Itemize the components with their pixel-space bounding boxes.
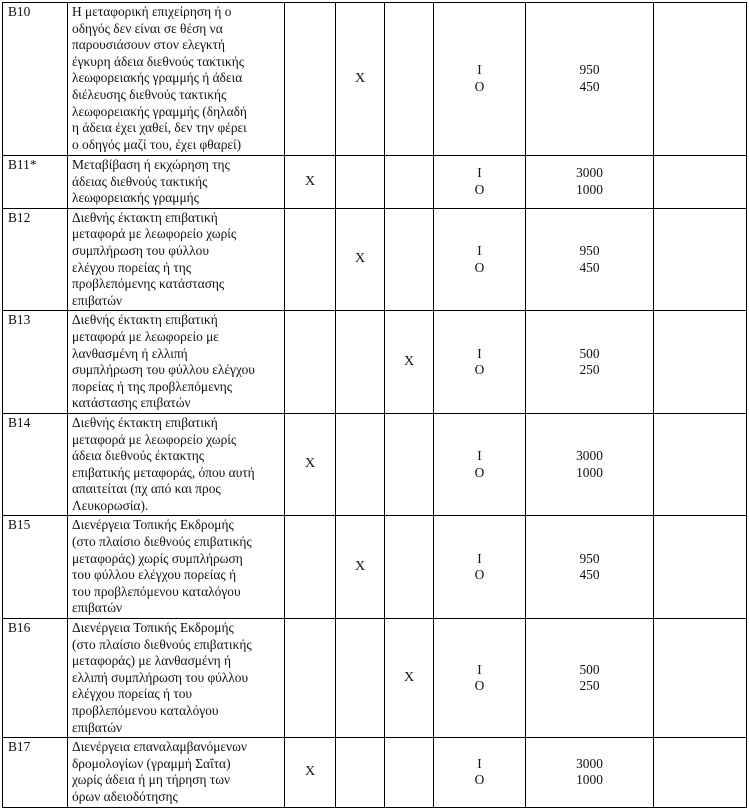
violation-description [68,738,285,807]
description-line: (στο πλαίσιο διεθνούς επιβατικής [72,636,252,652]
description-line: ελέγχου πορείας ή του [72,686,193,702]
description-line: λεωφορειακής γραμμής (δηλαδή [72,103,247,119]
description-line: λανθασμένη ή ελλιπή [72,345,188,361]
table-row [3,738,747,807]
liable-party-codes [434,3,526,156]
liable-party-code: Ι [477,165,482,181]
description-line: Διενέργεια Τοπικής Εκδρομής [72,517,234,533]
liable-party-codes [434,311,526,414]
severity-mark-minor [385,516,434,619]
fine-amount: 3000 [576,755,603,771]
severity-mark-very-serious: X [285,156,336,209]
description-line: διέλευσης διεθνούς τακτικής [72,86,227,102]
extra-column-cell [654,311,747,414]
violation-description [68,3,285,156]
liable-party-codes [434,738,526,807]
description-line: προβλεπόμενης κατάστασης [72,276,225,292]
liable-party-code: Ι [477,661,482,677]
description-line: χωρίς άδεια ή μη τήρηση των [72,772,231,788]
description-line: συμπλήρωση του φύλλου ελέγχου [72,362,255,378]
liable-party-code: Ο [474,79,485,94]
description-line: απαιτείται (πχ από και προς [72,481,221,497]
severity-mark-serious: X [336,516,385,619]
description-line: Μεταβίβαση ή εκχώρηση της [72,157,230,172]
description-line: παρουσιάσουν στον ελεγκτή [72,37,226,53]
fine-amount: 950 [579,550,600,566]
description-line: Η μεταφορική επιχείρηση ή ο [72,4,232,19]
extra-column-cell [654,156,747,209]
description-line: επιβατών [72,600,123,616]
description-line: ελλιπή συμπλήρωση του φύλλου [72,669,249,685]
table-row [3,516,747,619]
description-line: δρομολογίων (γραμμή Σαΐτα) [72,755,231,771]
description-line: μεταφοράς) χωρίς συμπλήρωση [72,550,243,566]
description-line: πορείας ή της προβλεπόμενης [72,378,233,394]
fine-amount: 3000 [576,165,603,181]
fine-amount: 950 [579,62,600,78]
severity-mark-very-serious: X [285,413,336,516]
fine-amount: 3000 [576,448,603,464]
description-line: του προβλεπόμενου καταλόγου [72,583,241,599]
violation-description [68,413,285,516]
table-row [3,619,747,738]
fine-amounts [526,413,654,516]
severity-mark-very-serious [285,3,336,156]
liable-party-codes [434,516,526,619]
violation-code: B10 [3,3,68,156]
description-line: Διενέργεια επαναλαμβανόμενων [72,739,247,755]
description-line: Διεθνής έκτακτη επιβατική [72,312,218,328]
violation-description [68,619,285,738]
severity-mark-minor [385,156,434,209]
extra-column-cell [654,516,747,619]
fine-amount: 1000 [576,772,603,788]
table-row [3,208,747,311]
fine-amount: 450 [579,79,600,94]
description-line: άδεια διεθνούς έκτακτης [72,448,205,464]
severity-mark-serious [336,156,385,209]
extra-column-cell [654,3,747,156]
description-line: του φύλλου ελέγχου πορείας ή [72,567,237,583]
description-line: μεταφορά με λεωφορείο χωρίς [72,226,237,242]
severity-mark-minor [385,413,434,516]
fine-amount: 250 [579,362,600,378]
fine-amounts [526,516,654,619]
description-line: μεταφορά με λεωφορείο χωρίς [72,431,237,447]
fine-amounts [526,619,654,738]
description-line: επιβατών [72,719,123,735]
penalties-table [2,2,747,808]
table-row [3,3,747,156]
severity-mark-serious [336,619,385,738]
violation-code: B15 [3,516,68,619]
description-line: λεωφορειακής γραμμής ή άδεια [72,70,243,86]
description-line: κατάστασης επιβατών [72,395,191,411]
fine-amount: 450 [579,259,600,275]
description-line: μεταφορά με λεωφορείο με [72,328,219,344]
liable-party-code: Ι [477,345,482,361]
liable-party-code: Ι [477,448,482,464]
extra-column-cell [654,619,747,738]
violation-code: B16 [3,619,68,738]
liable-party-codes [434,156,526,209]
fine-amounts [526,311,654,414]
severity-mark-minor [385,3,434,156]
severity-mark-very-serious [285,516,336,619]
fine-amount: 250 [579,678,600,694]
violation-code: B13 [3,311,68,414]
severity-mark-minor [385,208,434,311]
violation-code: B11* [3,156,68,209]
description-line: ο οδηγός μαζί του, έχει φθαρεί) [72,136,242,152]
description-line: οδηγός δεν είναι σε θέση να [72,20,223,36]
description-line: άδειας διεθνούς τακτικής [72,173,208,189]
fine-amount: 500 [579,661,600,677]
severity-mark-minor: X [385,311,434,414]
description-line: Διενέργεια Τοπικής Εκδρομής [72,620,234,636]
violation-description [68,208,285,311]
table-body [3,3,747,808]
severity-mark-very-serious [285,311,336,414]
fine-amount: 450 [579,567,600,583]
description-line: Διεθνής έκτακτη επιβατική [72,414,218,430]
severity-mark-serious: X [336,3,385,156]
fine-amounts [526,738,654,807]
liable-party-code: Ο [474,567,485,583]
fine-amounts [526,156,654,209]
liable-party-code: Ο [474,181,485,197]
severity-mark-serious: X [336,208,385,311]
liable-party-code: Ι [477,755,482,771]
fine-amount: 500 [579,345,600,361]
liable-party-code: Ι [477,242,482,258]
violation-code: B17 [3,738,68,807]
extra-column-cell [654,413,747,516]
description-line: όρων αδειοδότησης [72,788,178,804]
severity-mark-very-serious [285,619,336,738]
extra-column-cell [654,738,747,807]
fine-amount: 1000 [576,181,603,197]
violation-code: B14 [3,413,68,516]
description-line: έγκυρη άδεια διεθνούς τακτικής [72,53,245,69]
description-line: η άδεια έχει χαθεί, δεν την φέρει [72,120,247,136]
extra-column-cell [654,208,747,311]
severity-mark-minor: X [385,619,434,738]
severity-mark-very-serious [285,208,336,311]
description-line: (στο πλαίσιο διεθνούς επιβατικής [72,534,252,550]
liable-party-codes [434,619,526,738]
fine-amount: 1000 [576,464,603,480]
description-line: επιβατών [72,292,123,308]
severity-mark-minor [385,738,434,807]
violation-description [68,311,285,414]
liable-party-codes [434,413,526,516]
description-line: μεταφοράς) με λανθασμένη ή [72,653,232,669]
liable-party-code: Ο [474,464,485,480]
liable-party-code: Ο [474,362,485,378]
severity-mark-serious [336,413,385,516]
description-line: Διεθνής έκτακτη επιβατική [72,209,218,225]
fine-amounts [526,208,654,311]
severity-mark-very-serious: X [285,738,336,807]
violation-code: B12 [3,208,68,311]
table-row [3,413,747,516]
fine-amounts [526,3,654,156]
description-line: προβλεπόμενου καταλόγου [72,703,219,718]
liable-party-codes [434,208,526,311]
violation-description [68,516,285,619]
description-line: λεωφορειακής γραμμής [72,190,199,206]
description-line: επιβατικής μεταφοράς, όπου αυτή [72,464,255,480]
liable-party-code: Ι [477,550,482,566]
violation-description [68,156,285,209]
table-row [3,311,747,414]
liable-party-code: Ο [474,259,485,275]
description-line: ελέγχου πορείας ή της [72,259,192,275]
liable-party-code: Ο [474,678,485,694]
description-line: συμπλήρωση του φύλλου [72,242,209,258]
severity-mark-serious [336,738,385,807]
liable-party-code: Ο [474,772,485,788]
severity-mark-serious [336,311,385,414]
description-line: Λευκορωσία). [72,497,149,513]
fine-amount: 950 [579,242,600,258]
liable-party-code: Ι [477,62,482,78]
table-row [3,156,747,209]
